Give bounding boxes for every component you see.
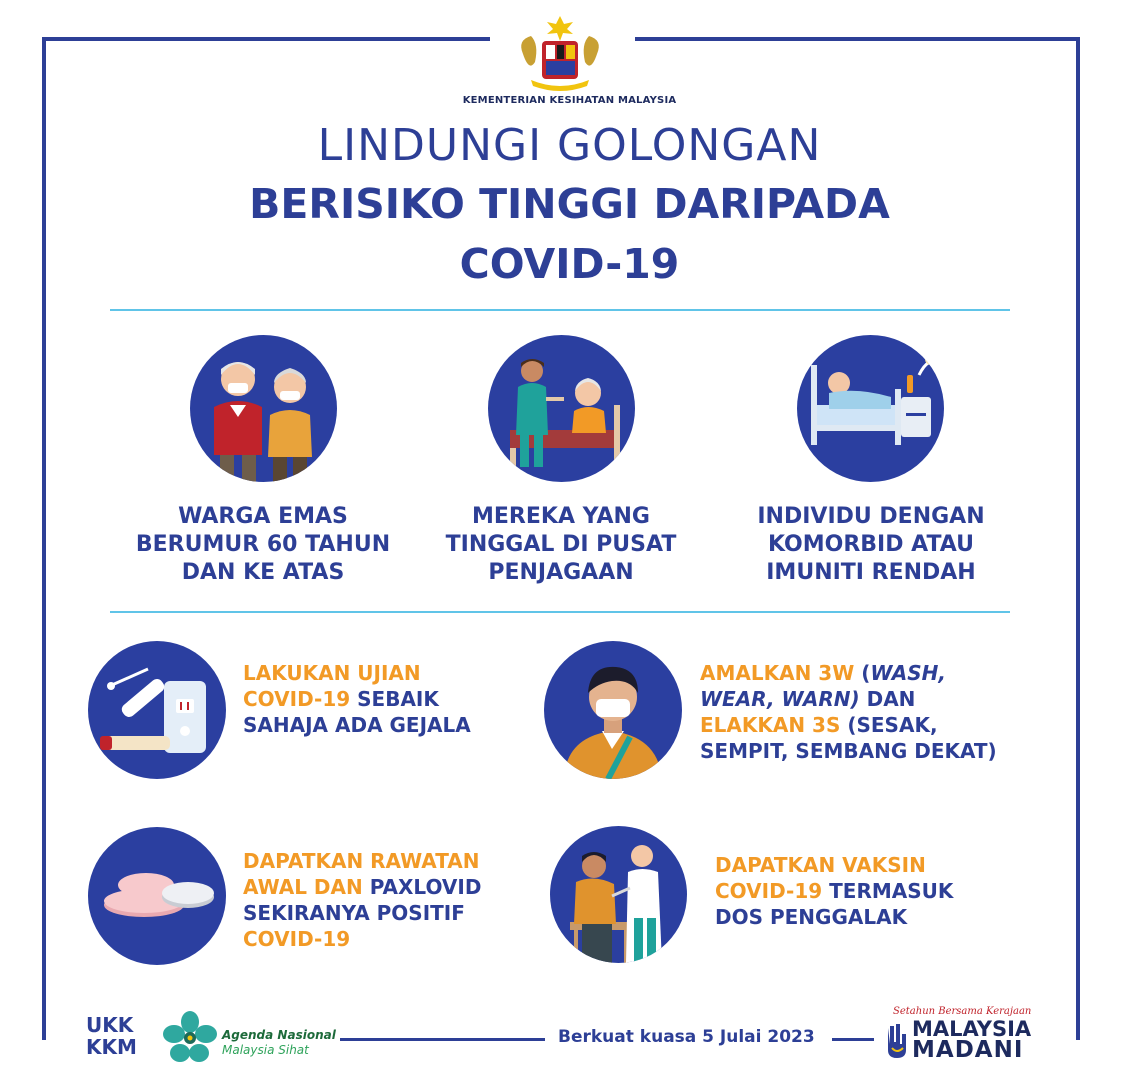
frame-top-left xyxy=(42,37,490,41)
ministry-name: KEMENTERIAN KESIHATAN MALAYSIA xyxy=(462,95,677,106)
ukk-kkm-logo: UKK KKM xyxy=(86,1013,137,1059)
masked-person-icon xyxy=(544,641,682,779)
effective-date: Berkuat kuasa 5 Julai 2023 xyxy=(558,1027,815,1047)
advice-3w-3s: AMALKAN 3W (WASH, WEAR, WARN) DAN ELAKKAN 3S (SESAK, SEMPIT, SEMBANG DEKAT) xyxy=(700,661,997,763)
advice-test: LAKUKAN UJIAN COVID-19 SEBAIK SAHAJA ADA GEJALA xyxy=(243,661,471,737)
hibiscus-icon xyxy=(163,1010,218,1064)
title-line-3: COVID-19 xyxy=(459,240,680,288)
elderly-couple-icon xyxy=(190,335,337,482)
malaysia-coat-of-arms-icon xyxy=(511,14,609,94)
group-label-elderly: WARGA EMAS BERUMUR 60 TAHUN DAN KE ATAS xyxy=(135,504,391,585)
footer-line-left xyxy=(340,1038,545,1041)
footer-line-right xyxy=(832,1038,874,1041)
advice-vaccine: DAPATKAN VAKSIN COVID-19 TERMASUK DOS PENGGALAK xyxy=(715,853,954,929)
divider-top xyxy=(110,309,1010,311)
madani-tagline: Setahun Bersama Kerajaan xyxy=(893,1006,1032,1017)
divider-middle xyxy=(110,611,1010,613)
covid-test-kit-icon xyxy=(88,641,226,779)
frame-top-right xyxy=(635,37,1080,41)
vaccination-icon xyxy=(550,826,687,963)
title-line-1: LINDUNGI GOLONGAN xyxy=(317,120,822,171)
agenda-title: Agenda Nasional xyxy=(222,1028,336,1042)
advice-treatment: DAPATKAN RAWATAN AWAL DAN PAXLOVID SEKIRANYA POSITIF COVID-19 xyxy=(243,849,482,951)
group-label-care-center: MEREKA YANG TINGGAL DI PUSAT PENJAGAAN xyxy=(445,504,677,585)
madani-line-1: MALAYSIA xyxy=(912,1017,1032,1041)
group-label-comorbid: INDIVIDU DENGAN KOMORBID ATAU IMUNITI RENDAH xyxy=(757,504,985,585)
title-line-2: BERISIKO TINGGI DARIPADA xyxy=(249,180,890,228)
madani-hand-icon xyxy=(884,1020,910,1060)
care-center-icon xyxy=(488,335,635,482)
hospital-bed-icon xyxy=(797,335,944,482)
pills-icon xyxy=(88,827,226,965)
agenda-subtitle: Malaysia Sihat xyxy=(222,1043,309,1057)
madani-line-2: MADANI xyxy=(912,1037,1024,1063)
